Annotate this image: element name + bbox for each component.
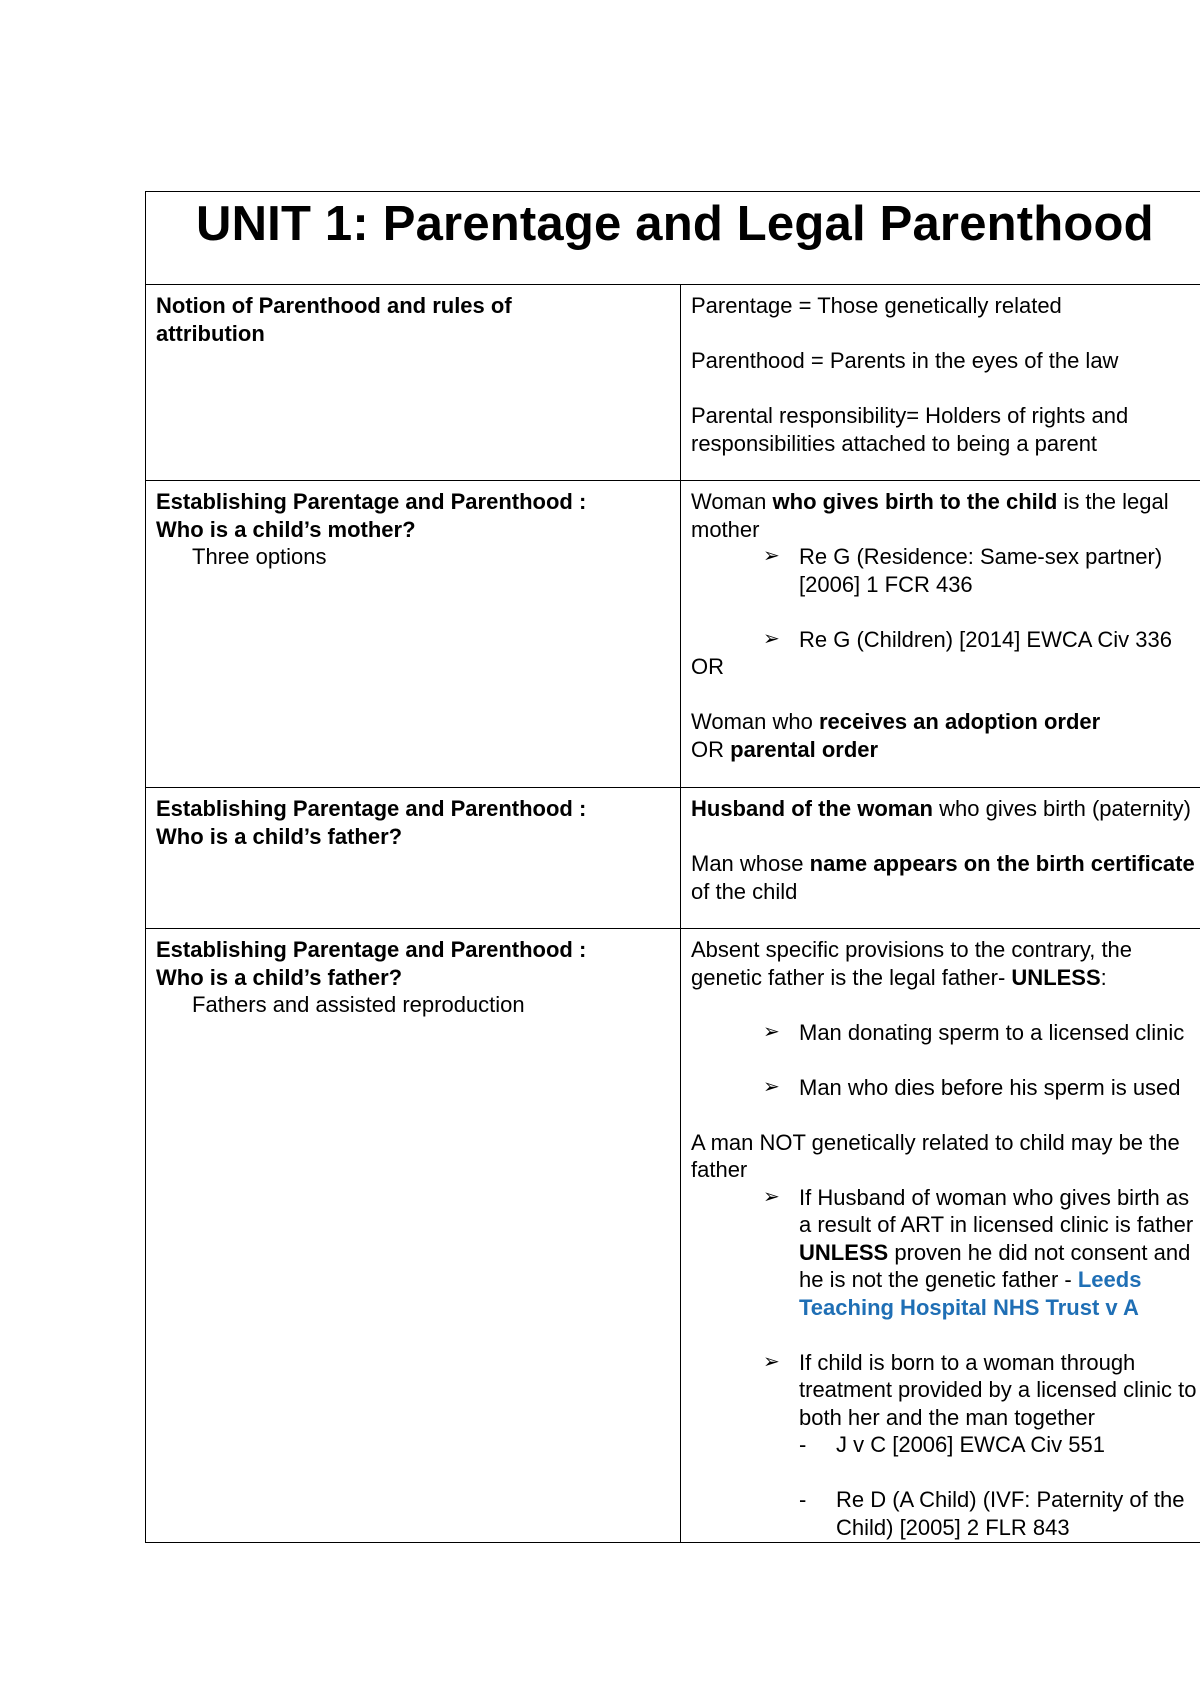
sub-list-item: - J v C [2006] EWCA Civ 551 <box>799 1432 1105 1457</box>
text-line: Parenthood = Parents in the eyes of the law <box>691 348 1119 373</box>
row-content-cell <box>681 929 1200 1543</box>
text-line: Absent specific provisions to the contrary, the <box>691 937 1133 962</box>
table-row <box>146 481 1200 788</box>
row-heading: attribution <box>156 320 265 346</box>
row-content-cell <box>681 788 1200 928</box>
text-line: A man NOT genetically related to child may be the <box>691 1129 1180 1155</box>
text-line: Parental responsibility= Holders of rights and <box>691 403 1129 428</box>
arrowhead-bullet-icon: ➢ <box>763 1350 780 1373</box>
list-item-continuation <box>691 1294 1200 1322</box>
list-item-continuation: both her and the man together <box>799 1404 1095 1430</box>
list-item: ➢ If child is born to a woman through <box>763 1349 1136 1375</box>
row-heading: Who is a child’s father? <box>156 964 403 990</box>
text-line: responsibilities attached to being a parent <box>691 430 1098 456</box>
arrowhead-bullet-icon: ➢ <box>763 1185 780 1208</box>
text-line: Husband of the woman who gives birth (paternity) <box>691 796 1191 821</box>
text-line: mother <box>691 516 760 542</box>
list-item-continuation: UNLESS proven he did not consent and <box>799 1239 1191 1265</box>
row-subheading: Three options <box>192 544 327 569</box>
row-content-cell <box>681 285 1200 480</box>
page-title: UNIT 1: Parentage and Legal Parenthood <box>196 197 1154 251</box>
list-item: ➢ Man who dies before his sperm is used <box>763 1074 1181 1100</box>
arrowhead-bullet-icon: ➢ <box>763 545 780 567</box>
row-heading-cell <box>146 788 681 928</box>
row-heading: Establishing Parentage and Parenthood : <box>156 796 587 821</box>
arrowhead-bullet-icon: ➢ <box>763 627 780 650</box>
row-heading: Establishing Parentage and Parenthood : <box>156 937 587 962</box>
text-line: Man whose name appears on the birth certificate <box>691 851 1195 876</box>
row-heading-cell <box>146 481 681 787</box>
list-item: ➢ If Husband of woman who gives birth as <box>763 1184 1190 1210</box>
row-content-cell <box>681 481 1200 787</box>
list-item-continuation: [2006] 1 FCR 436 <box>799 571 973 597</box>
dash-bullet-icon: - <box>799 1487 807 1512</box>
list-item-continuation: he is not the genetic father - Leeds <box>799 1267 1142 1292</box>
list-item: ➢ Man donating sperm to a licensed clinic <box>763 1019 1185 1045</box>
text-line: OR <box>691 654 724 679</box>
text-line: Woman who gives birth to the child is the legal <box>691 489 1169 514</box>
list-item-continuation: a result of ART in licensed clinic is father <box>799 1212 1194 1237</box>
row-heading-cell <box>146 929 681 1543</box>
text-line: Parentage = Those genetically related <box>691 293 1062 318</box>
table-row <box>146 929 1200 1543</box>
list-item: ➢ Re G (Residence: Same-sex partner) <box>763 544 1163 569</box>
text-line: OR parental order <box>691 736 879 762</box>
case-link[interactable]: Teaching Hospital NHS Trust v A <box>799 1294 1139 1320</box>
sub-list-item: - Re D (A Child) (IVF: Paternity of the <box>799 1487 1185 1512</box>
arrowhead-bullet-icon: ➢ <box>763 1020 780 1043</box>
list-item-continuation: treatment provided by a licensed clinic to <box>799 1377 1197 1402</box>
unit-table <box>145 191 1200 1543</box>
title-row <box>146 192 1200 285</box>
text-line: of the child <box>691 878 798 904</box>
row-subheading: Fathers and assisted reproduction <box>192 992 525 1017</box>
table-row <box>146 285 1200 481</box>
row-heading: Who is a child’s mother? <box>156 516 416 542</box>
text-line: genetic father is the legal father- UNLESS: <box>691 964 1107 990</box>
case-link[interactable]: Leeds <box>1077 1267 1142 1292</box>
table-row <box>146 788 1200 929</box>
row-heading: Notion of Parenthood and rules of <box>156 293 512 318</box>
row-heading: Establishing Parentage and Parenthood : <box>156 489 587 514</box>
text-line: father <box>691 1157 748 1182</box>
sub-list-item-continuation: Child) [2005] 2 FLR 843 <box>836 1514 1070 1540</box>
list-item: ➢ Re G (Children) [2014] EWCA Civ 336 <box>763 626 1172 652</box>
arrowhead-bullet-icon: ➢ <box>763 1075 780 1098</box>
row-heading-cell <box>146 285 681 480</box>
dash-bullet-icon: - <box>799 1432 807 1457</box>
text-line: Woman who receives an adoption order <box>691 709 1101 734</box>
row-heading: Who is a child’s father? <box>156 823 403 849</box>
